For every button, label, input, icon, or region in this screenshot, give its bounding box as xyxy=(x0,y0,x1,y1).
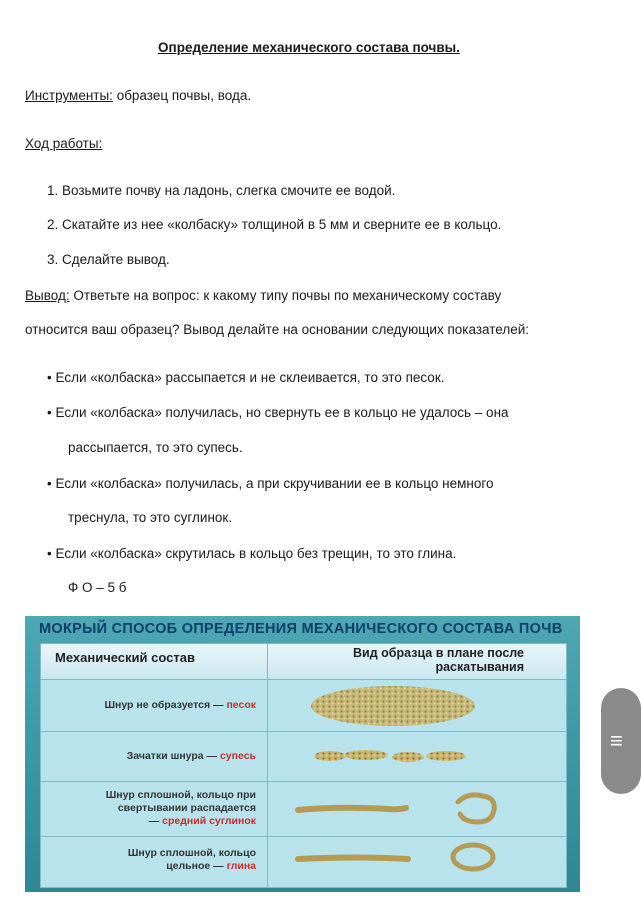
conclusion-line-2: относится ваш образец? Вывод делайте на основании следующих показателей: xyxy=(25,322,530,337)
row-text: цельное — xyxy=(166,860,227,872)
sand-sample-image xyxy=(268,680,566,731)
row-text: Шнур сплошной, кольцо xyxy=(127,847,256,859)
page-title: Определение механического состава почвы. xyxy=(158,40,460,55)
figure-title: МОКРЫЙ СПОСОБ ОПРЕДЕЛЕНИЯ МЕХАНИЧЕСКОГО СОСТАВА ПОЧВ xyxy=(39,621,563,637)
soil-name: глина xyxy=(226,860,256,872)
sandy-loam-sample-image xyxy=(268,732,566,781)
table-row xyxy=(41,732,566,782)
row-label xyxy=(127,750,256,763)
header-sample-view xyxy=(279,646,524,674)
figure-table xyxy=(40,643,567,888)
conclusion-text-1: Ответьте на вопрос: к какому типу почвы по механическому составу xyxy=(69,288,502,303)
soil-name: супесь xyxy=(219,750,256,762)
menu-icon: ≡ xyxy=(610,728,623,753)
step-3: 3. Сделайте вывод. xyxy=(47,252,170,267)
row-text: свертывании распадается xyxy=(117,802,256,814)
instruments-label: Инструменты: xyxy=(25,88,113,103)
row-text: Шнур сплошной, кольцо при xyxy=(105,789,256,801)
header-mechanical-composition: Механический состав xyxy=(55,650,195,665)
table-row xyxy=(41,837,566,887)
bullet-sandy-loam: • Если «колбаска» получилась, но свернуть ее в кольцо не удалось – она xyxy=(47,405,509,420)
procedure-label: Ход работы: xyxy=(25,136,103,151)
instruments-line xyxy=(25,87,251,105)
bullet-loam-cont: треснула, то это суглинок. xyxy=(68,510,233,525)
bullet-loam: • Если «колбаска» получилась, а при скручивании ее в кольцо немного xyxy=(47,476,494,491)
row-text-2 xyxy=(128,860,256,873)
table-header xyxy=(41,644,566,680)
step-1: 1. Возьмите почву на ладонь, слегка смочите ее водой. xyxy=(47,183,396,198)
table-row xyxy=(41,680,566,732)
step-2: 2. Скатайте из нее «колбаску» толщиной в 5 мм и сверните ее в кольцо. xyxy=(47,217,502,232)
row-text: — xyxy=(148,815,163,827)
bullet-sandy-loam-cont: рассыпается, то это супесь. xyxy=(68,440,243,455)
row-label xyxy=(128,847,256,873)
row-label xyxy=(106,789,256,828)
table-row xyxy=(41,782,566,837)
bullet-clay: • Если «колбаска» скрутилась в кольцо без трещин, то это глина. xyxy=(47,546,457,561)
conclusion-label: Вывод: xyxy=(25,288,70,303)
soil-name: песок xyxy=(226,699,256,711)
header-sample-view-line2: раскатывания xyxy=(435,660,524,674)
row-text: Зачатки шнура — xyxy=(126,750,220,762)
instruments-text: образец почвы, вода. xyxy=(112,88,252,103)
bullet-sand: • Если «колбаска» рассыпается и не склеивается, то это песок. xyxy=(47,370,445,385)
clay-sample-image xyxy=(268,837,566,887)
soil-name: средний суглинок xyxy=(162,815,256,827)
row-text: Шнур не образуется — xyxy=(104,699,227,711)
soil-figure xyxy=(25,616,580,892)
conclusion-line-1 xyxy=(25,287,501,305)
row-text-3 xyxy=(106,815,256,828)
header-sample-view-line1: Вид образца в плане после xyxy=(353,646,524,660)
footnote: Ф О – 5 б xyxy=(68,580,127,595)
side-panel-toggle[interactable] xyxy=(601,688,641,794)
row-label xyxy=(104,699,256,712)
loam-sample-image xyxy=(268,782,566,836)
